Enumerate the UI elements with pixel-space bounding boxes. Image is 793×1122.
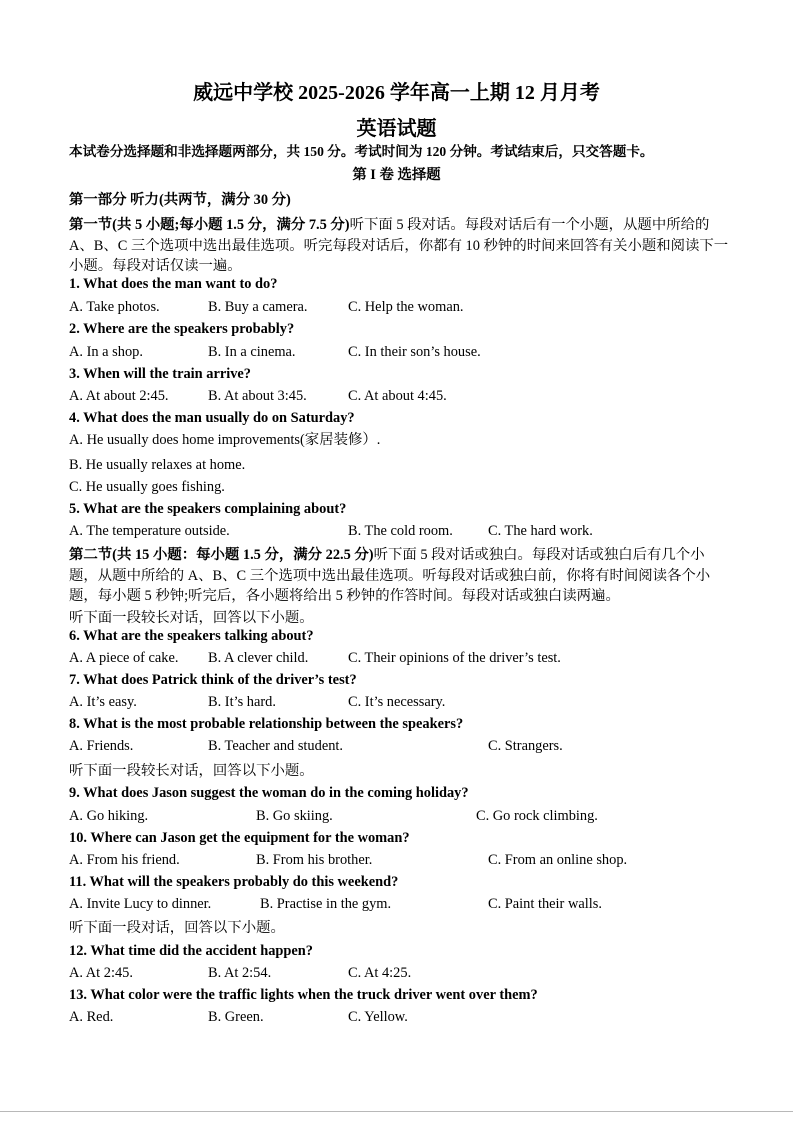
question-1: 1. What does the man want to do? [69,276,278,292]
question-11: 11. What will the speakers probably do this weekend? [69,874,399,890]
volume-heading: 第 I 卷 选择题 [352,167,441,183]
question-6: 6. What are the speakers talking about? [69,628,314,644]
option-c: C. The hard work. [488,523,593,539]
question-5: 5. What are the speakers complaining about? [69,501,347,517]
option-b: B. Go skiing. [256,808,333,824]
option-a: A. Friends. [69,738,134,754]
option-b: B. A clever child. [208,650,309,666]
option-c: C. In their son’s house. [348,344,481,360]
option-a: A. Go hiking. [69,808,149,824]
listen-instruction-3: 听下面一段对话，回答以下小题。 [69,920,285,936]
option-c: C. At about 4:45. [348,388,447,404]
question-12: 12. What time did the accident happen? [69,943,313,959]
section2-label: 第二节(共 15 小题：每小题 1.5 分，满分 22.5 分) [69,547,374,563]
question-7: 7. What does Patrick think of the driver’s test? [69,672,357,688]
option-c: C. Help the woman. [348,299,464,315]
section1-text: 听下面 5 段对话。每段对话后有一个小题，从题中所给的 A、B、C 三个选项中选出最佳选项。听完每段对话后，你都有 10 秒钟的时间来回答有关小题和阅读下一小题。每段对话仅读一遍。 [69,217,729,274]
exam-instructions: 本试卷分选择题和非选择题两部分，共 150 分。考试时间为 120 分钟。考试结束后，只交答题卡。 [69,144,654,159]
section1-instructions [69,215,731,277]
option-a: A. At about 2:45. [69,388,169,404]
option-b: B. From his brother. [256,852,373,868]
option-b: B. Teacher and student. [208,738,343,754]
listen-instruction-1: 听下面一段较长对话，回答以下小题。 [69,610,314,626]
question-13: 13. What color were the traffic lights when the truck driver went over them? [69,987,538,1003]
question-2: 2. Where are the speakers probably? [69,321,295,337]
listen-instruction-2: 听下面一段较长对话，回答以下小题。 [69,763,314,779]
option-b: B. In a cinema. [208,344,296,360]
option-c: C. He usually goes fishing. [69,479,225,495]
option-a: A. In a shop. [69,344,143,360]
option-a: A. He usually does home improvements(家居装修）. [69,432,381,448]
option-a: A. It’s easy. [69,694,137,710]
question-4: 4. What does the man usually do on Saturday? [69,410,355,426]
question-10: 10. Where can Jason get the equipment for the woman? [69,830,410,846]
question-3: 3. When will the train arrive? [69,366,251,382]
option-c: C. From an online shop. [488,852,628,868]
question-9: 9. What does Jason suggest the woman do in the coming holiday? [69,785,469,801]
option-c: C. Go rock climbing. [476,808,598,824]
option-b: B. Green. [208,1009,264,1025]
option-b: B. Practise in the gym. [260,896,392,912]
option-c: C. Yellow. [348,1009,408,1025]
option-b: B. He usually relaxes at home. [69,457,246,473]
option-a: A. Red. [69,1009,114,1025]
section1-label: 第一节(共 5 小题;每小题 1.5 分，满分 7.5 分) [69,217,350,233]
option-b: B. It’s hard. [208,694,276,710]
option-a: A. Take photos. [69,299,160,315]
option-c: C. Their opinions of the driver’s test. [348,650,561,666]
option-c: C. Paint their walls. [488,896,602,912]
option-b: B. At 2:54. [208,965,272,981]
exam-subtitle: 英语试题 [356,118,437,140]
option-b: B. Buy a camera. [208,299,308,315]
option-b: B. At about 3:45. [208,388,307,404]
option-c: C. At 4:25. [348,965,412,981]
page-bottom-divider [0,1111,793,1112]
option-a: A. A piece of cake. [69,650,179,666]
option-a: A. At 2:45. [69,965,133,981]
option-a: A. From his friend. [69,852,180,868]
option-c: C. Strangers. [488,738,563,754]
option-b: B. The cold room. [348,523,453,539]
option-c: C. It’s necessary. [348,694,446,710]
section2-text: 听下面 5 段对话或独白。每段对话或独白后有几个小题，从题中所给的 A、B、C 三个选项中选出最佳选项。听每段对话或独白前，你将有时间阅读各个小题，每小题 5 秒钟;听完后，各小题将给出 5 秒钟的作答时间。每段对话或独白读两遍。 [69,547,711,604]
exam-title: 威远中学校 2025-2026 学年高一上期 12 月月考 [193,82,600,104]
part1-heading: 第一部分 听力(共两节，满分 30 分) [69,192,291,208]
question-8: 8. What is the most probable relationship between the speakers? [69,716,464,732]
option-a: A. Invite Lucy to dinner. [69,896,212,912]
option-a: A. The temperature outside. [69,523,230,539]
section2-instructions [69,545,731,607]
